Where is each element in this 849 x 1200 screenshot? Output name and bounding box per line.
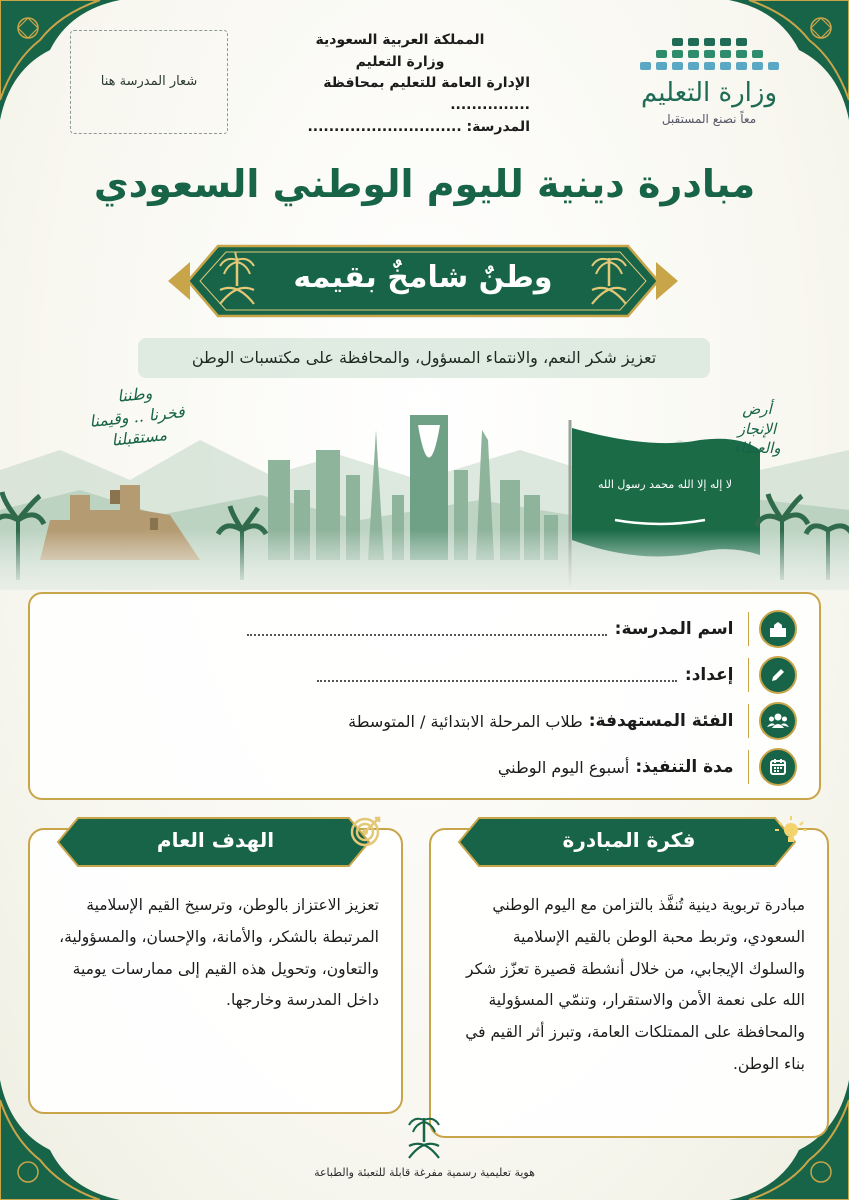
info-row-target (47, 700, 797, 742)
scene-right-line-1: أرض (742, 400, 772, 418)
lightbulb-icon (773, 814, 809, 850)
scene-right-line-3: والعطاء (733, 439, 781, 457)
footer-note: هوية تعليمية رسمية مفرغة قابلة للتعبئة والطباعة (314, 1166, 535, 1179)
duration-value: أسبوع اليوم الوطني (497, 757, 630, 777)
scene-left-line-2: فخرنا .. وقيمنا (88, 401, 186, 431)
scene-left-line-1: وطننا (116, 383, 154, 406)
school-logo-placeholder: شعار المدرسة هنا (70, 30, 228, 134)
idea-title: فكرة المبادرة (562, 828, 696, 852)
initiative-idea-card (429, 828, 829, 1138)
card-header (48, 814, 383, 870)
goal-title: الهدف العام (156, 828, 275, 852)
header-text-block (270, 30, 530, 138)
school-name-label: اسم المدرسة: (614, 619, 734, 639)
ministry-line: وزارة التعليم (355, 53, 445, 70)
scene-right-text (717, 400, 797, 459)
scene-right-line-2: الإنجاز (737, 419, 777, 438)
ministry-slogan: معاً نصنع المستقبل (661, 112, 757, 126)
ministry-logo-text: وزارة التعليم (640, 78, 778, 108)
calendar-icon (759, 748, 797, 786)
school-building-icon (759, 610, 797, 648)
info-separator (748, 750, 750, 784)
target-group-value: طلاب المرحلة الابتدائية / المتوسطة (348, 711, 583, 731)
ribbon-text: وطنٌ شامخٌ بقيمه (293, 260, 553, 295)
target-group-label: الفئة المستهدفة: (588, 711, 734, 731)
info-row-prepared (47, 654, 797, 696)
info-separator (748, 704, 750, 738)
prepared-by-field[interactable] (317, 668, 677, 682)
prepared-by-label: إعداد: (684, 665, 734, 685)
idea-body: مبادرة تربوية دينية تُنفَّذ بالتزامن مع اليوم الوطني السعودي، وتربط محبة الوطن بالقيم الإسلامية والسلوك الإيجابي، من خلال أنشطة قصيرة تعزّز شكر الله على نعمة الأمن والاستقرار، وتنمّي المسؤولية والمحافظة على الممتلكات العامة، وتبرز أثر القيم في بناء الوطن. (465, 896, 805, 1073)
info-separator (748, 612, 750, 646)
duration-label: مدة التنفيذ: (635, 757, 734, 777)
general-goal-card (28, 828, 403, 1114)
goal-body: تعزيز الاعتزاز بالوطن، وترسيخ القيم الإسلامية المرتبطة بالشكر، والأمانة، والإحسان، والمسؤولية، والتعاون، وتحويل هذه القيم إلى ممارسات يومية داخل المدرسة وخارجها. (59, 896, 379, 1010)
pencil-icon (759, 656, 797, 694)
school-name-field[interactable] (247, 622, 607, 636)
users-group-icon (759, 702, 797, 740)
kingdom-line: المملكة العربية السعودية (315, 32, 485, 48)
scene-left-line-3: مستقبلنا (110, 425, 168, 450)
directorate-line: الإدارة العامة للتعليم بمحافظة ............... (323, 75, 530, 114)
target-icon (347, 814, 383, 850)
ministry-logo (609, 38, 809, 126)
info-box (28, 592, 821, 800)
saudi-emblem-icon (404, 1114, 444, 1164)
card-header (449, 814, 809, 870)
title-ribbon (168, 238, 678, 324)
school-line: المدرسة: ............................. (307, 118, 530, 135)
page-title: مبادرة دينية لليوم الوطني السعودي (93, 162, 756, 206)
info-row-duration (47, 746, 797, 788)
info-separator (748, 658, 750, 692)
flag-shahada: لا إله إلا الله محمد رسول الله (597, 478, 733, 491)
ministry-dots-icon (609, 38, 809, 70)
info-row-school (47, 608, 797, 650)
subtitle: تعزيز شكر النعم، والانتماء المسؤول، والمحافظة على مكتسبات الوطن (138, 338, 710, 378)
